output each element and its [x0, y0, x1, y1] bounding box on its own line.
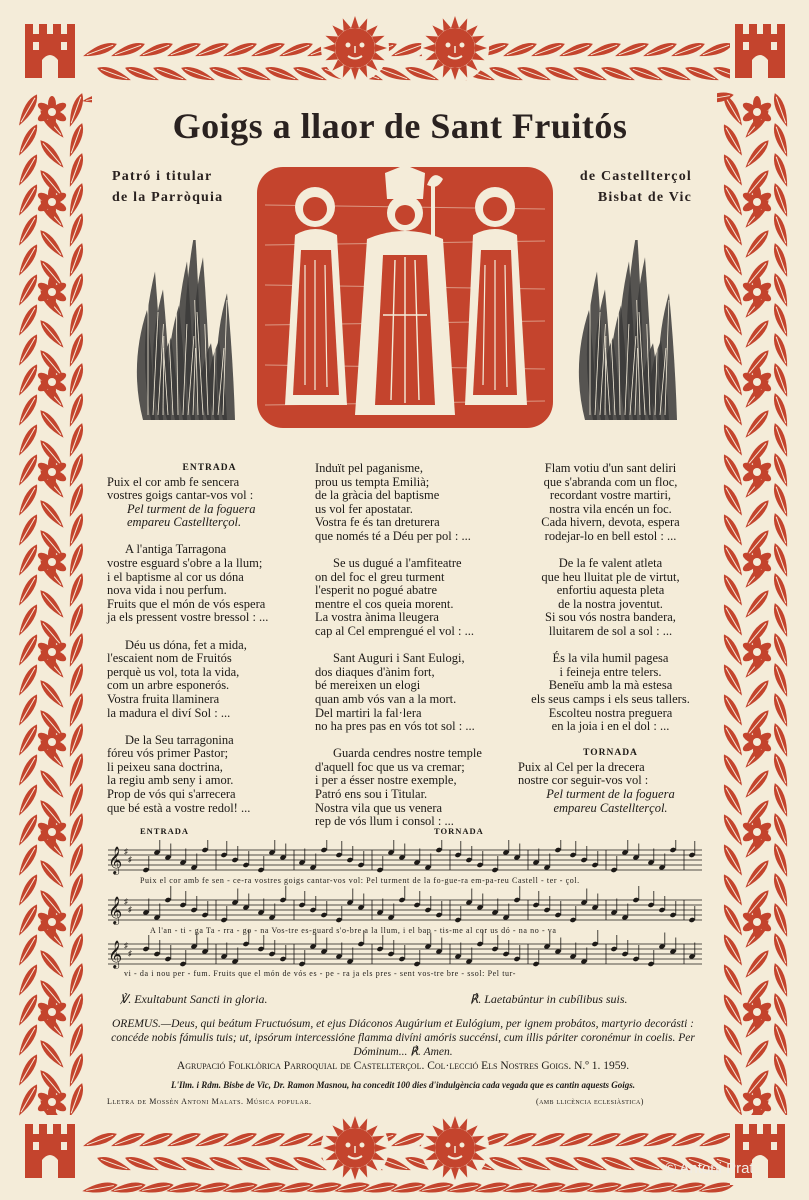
subtitle-left-line: Patró i titular [112, 169, 213, 184]
verse-line: Nostra vila que us venera [315, 800, 443, 815]
verse-line: Escolteu nostra preguera [548, 705, 673, 720]
music-label-tornada: TORNADA [434, 826, 484, 836]
verse-line: Del martiri la fal·lera [315, 705, 422, 720]
verse-line: vostre esguard s'obre a la llum; [107, 556, 263, 571]
verse-line: Vostra fe és tan dreturera [315, 515, 440, 530]
verse-line: De la Seu tarragonina [125, 732, 234, 747]
verse-line: Cada hivern, devota, espera [541, 515, 680, 530]
versicle: ℣. Exultabunt Sancti in gloria. [120, 992, 268, 1006]
verse-line: d'aquell foc que us va cremar; [315, 759, 465, 774]
verse-line: Vostra fruita llaminera [107, 691, 220, 706]
stanza [315, 462, 515, 544]
verse-line: que bé està a vostre redol! ... [107, 800, 251, 815]
verse-line: i feineja entre telers. [559, 664, 662, 679]
verse-line: us vol fer apostatar. [315, 501, 413, 516]
verse-line: Si sou vós nostra bandera, [545, 610, 676, 625]
stanza [518, 462, 703, 544]
organization-line: Agrupació Folklòrica Parroquial de Castellterçol. Col·lecció Els Nostres Goigs. N.º 1. 1959. [176, 1060, 630, 1072]
verse-line: i per a ésser nostre exemple, [315, 773, 457, 788]
verse-line: quan amb vós van a la mort. [315, 691, 457, 706]
stanza-heading: TORNADA [583, 748, 638, 759]
music-lyrics-line: Puix el cor amb fe sen - ce-ra vostres goigs cantar-vos vol: Pel turment de la fo-gue-ra em-pa-reu Castell - ter - çol. [140, 876, 580, 885]
svg-text:♯: ♯ [128, 905, 132, 914]
subtitle-right-line: Bisbat de Vic [597, 190, 692, 205]
verse-line: l'escaient nom de Fruitós [107, 651, 232, 666]
verse-line: La vostra ànima lleugera [315, 610, 439, 625]
verse-line: que només té a Déu per pol : ... [315, 528, 471, 543]
verse-line: Induït pel paganisme, [315, 461, 423, 475]
verse-column-1 [107, 462, 312, 829]
verse-line: Puix el cor amb fe sencera [107, 474, 240, 489]
verse-line: De la fe valent atleta [558, 556, 663, 571]
saints-woodcut-image [255, 165, 555, 430]
music-staves [104, 840, 702, 985]
verse-line: nova vida i nou perfum. [107, 583, 227, 598]
verse-line: i el baptisme al cor us dóna [107, 569, 244, 584]
verse-line: És la vila humil pagesa [552, 651, 669, 666]
verse-line: la madura el diví Sol : ... [107, 705, 231, 720]
svg-text:♯: ♯ [128, 855, 132, 864]
verse-line: vostres goigs cantar-vos vol : [107, 488, 254, 503]
verse-line: Puix al Cel per la drecera [518, 759, 645, 774]
verse-line: li peixeu sana doctrina, [107, 759, 223, 774]
music-lyrics-line: A l'an - ti - ga Ta - rra - go - na Vos-tre es-guard s'o-bre a la llum, i el bap - tis-me al cor us dó - na no - va [150, 926, 557, 935]
verse-line: on del foc el greu turment [315, 569, 445, 584]
music-label-entrada: ENTRADA [140, 826, 190, 836]
verse-line: Flam votiu d'un sant deliri [544, 461, 677, 475]
subtitle-left-line: de la Parròquia [112, 190, 224, 205]
verse-line: Fruits que el món de vós espera [107, 596, 266, 611]
verse-line: fóreu vós primer Pastor; [107, 746, 229, 761]
response: ℟. Laetabúntur in cubílibus suis. [470, 992, 628, 1006]
subtitle-left [112, 166, 223, 208]
verse-line: la regiu amb seny i amor. [107, 773, 234, 788]
music-lyrics-line: vi - da i nou per - fum. Fruits que el món de vós es - pe - ra ja els pres - sent vos-tre bre - ssol: Pel tur- [124, 969, 516, 978]
refrain-line: Pel turment de la foguera [127, 501, 256, 516]
stanza [315, 747, 515, 829]
credits-right: (amb llicència eclesiàstica) [536, 1097, 644, 1106]
credits-left: Lletra de Mossèn Antoni Malats. Música popular. [107, 1097, 312, 1106]
svg-text:𝄞: 𝄞 [108, 846, 123, 874]
refrain-line: Pel turment de la foguera [546, 786, 675, 801]
stanza [107, 462, 312, 530]
verse-line: recordant vostre martiri, [549, 488, 672, 503]
verse-line: enfortiu aquesta pleta [556, 583, 665, 598]
verse-line: que s'abranda com un floc, [543, 474, 678, 489]
verse-line: que heu lluitat ple de virtut, [541, 569, 680, 584]
verse-column-2 [315, 462, 515, 842]
verse-line: Se us dugué a l'amfiteatre [333, 556, 462, 571]
verse-line: cap al Cel emprengué el vol : ... [315, 624, 474, 639]
verse-line: rodejar-lo en bell estol : ... [544, 528, 677, 543]
subtitle-right [560, 166, 692, 208]
stanza [518, 747, 703, 815]
verse-line: l'esperit no pogué abatre [315, 583, 437, 598]
verse-line: Beneïu amb la mà estesa [548, 678, 673, 693]
stanza [107, 639, 312, 721]
verse-line: Déu us dóna, fet a mida, [125, 637, 247, 652]
svg-text:♯: ♯ [124, 897, 128, 906]
verse-line: A l'antiga Tarragona [125, 542, 227, 557]
stanza [315, 652, 515, 734]
subtitle-right-line: de Castellterçol [579, 169, 692, 184]
stanza [107, 543, 312, 625]
page-title: Goigs a llaor de Sant Fruitós [172, 106, 628, 146]
verse-line: Guarda cendres nostre temple [333, 746, 482, 761]
verse-line: lluitarem de sol a sol : ... [548, 624, 673, 639]
verse-line: prou us tempta Emilià; [315, 474, 430, 489]
indulgence-note: L'Ilm. i Rdm. Bisbe de Vic, Dr. Ramon Masnou, ha concedit 100 dies d'indulgència cada vegada que es cantin aquests Goigs. [170, 1080, 636, 1090]
svg-text:♯: ♯ [124, 941, 128, 950]
verse-line: els seus camps i els seus tallers. [531, 691, 690, 706]
verse-line: dos diaques d'ànim fort, [315, 664, 435, 679]
svg-text:♯: ♯ [124, 847, 128, 856]
verse-line: nostre cor seguir-vos vol : [518, 773, 649, 788]
flame-right-image [570, 240, 680, 425]
verse-line: no ha pres pas en vós tot sol : ... [315, 719, 475, 734]
refrain-line: empareu Castellterçol. [553, 800, 668, 815]
svg-text:𝄞: 𝄞 [108, 940, 123, 968]
oremus-prayer: OREMUS.—Deus, qui beátum Fructuósum, et ejus Diáconos Augúrium et Eulógium, per ignem probátos, martyrio decorásti : concéde nobis fámulis tuis; ut, ipsórum intercessióne flamma divíni amóris succénsi, cum illis páriter coronémur in coelis. Per Dóminum... ℟. Amen. [111, 1018, 695, 1058]
stanza [315, 557, 515, 639]
verse-line: en la joia i en el dol : ... [551, 719, 670, 734]
verse-line: com un arbre esponerós. [107, 678, 230, 693]
flame-left-image [128, 240, 238, 425]
verse-line: nostra vila encén un foc. [549, 501, 672, 516]
verse-line: de la gràcia del baptisme [315, 488, 440, 503]
stanza [107, 734, 312, 816]
verse-line: perquè us vol, tota la vida, [107, 664, 240, 679]
verse-line: mentre el cos queia morent. [315, 596, 454, 611]
copyright-watermark: © Antoni Prat [665, 1160, 754, 1177]
verse-column-3 [518, 462, 703, 829]
svg-text:♯: ♯ [128, 949, 132, 958]
svg-text:𝄞: 𝄞 [108, 896, 123, 924]
verse-line: Sant Auguri i Sant Eulogi, [333, 651, 465, 666]
verse-line: rep de vós llum i consol : ... [315, 814, 454, 829]
verse-line: bé mereixen un elogi [315, 678, 421, 693]
verse-line: de la nostra joventut. [558, 596, 663, 611]
stanza-heading: ENTRADA [182, 463, 237, 473]
verse-line: ja els pressent vostre bressol : ... [107, 610, 269, 625]
stanza [518, 652, 703, 734]
verse-line: Prop de vós qui s'arrecera [107, 786, 236, 801]
stanza [518, 557, 703, 639]
refrain-line: empareu Castellterçol. [127, 515, 242, 530]
verse-line: Patró ens sou i Titular. [315, 786, 428, 801]
